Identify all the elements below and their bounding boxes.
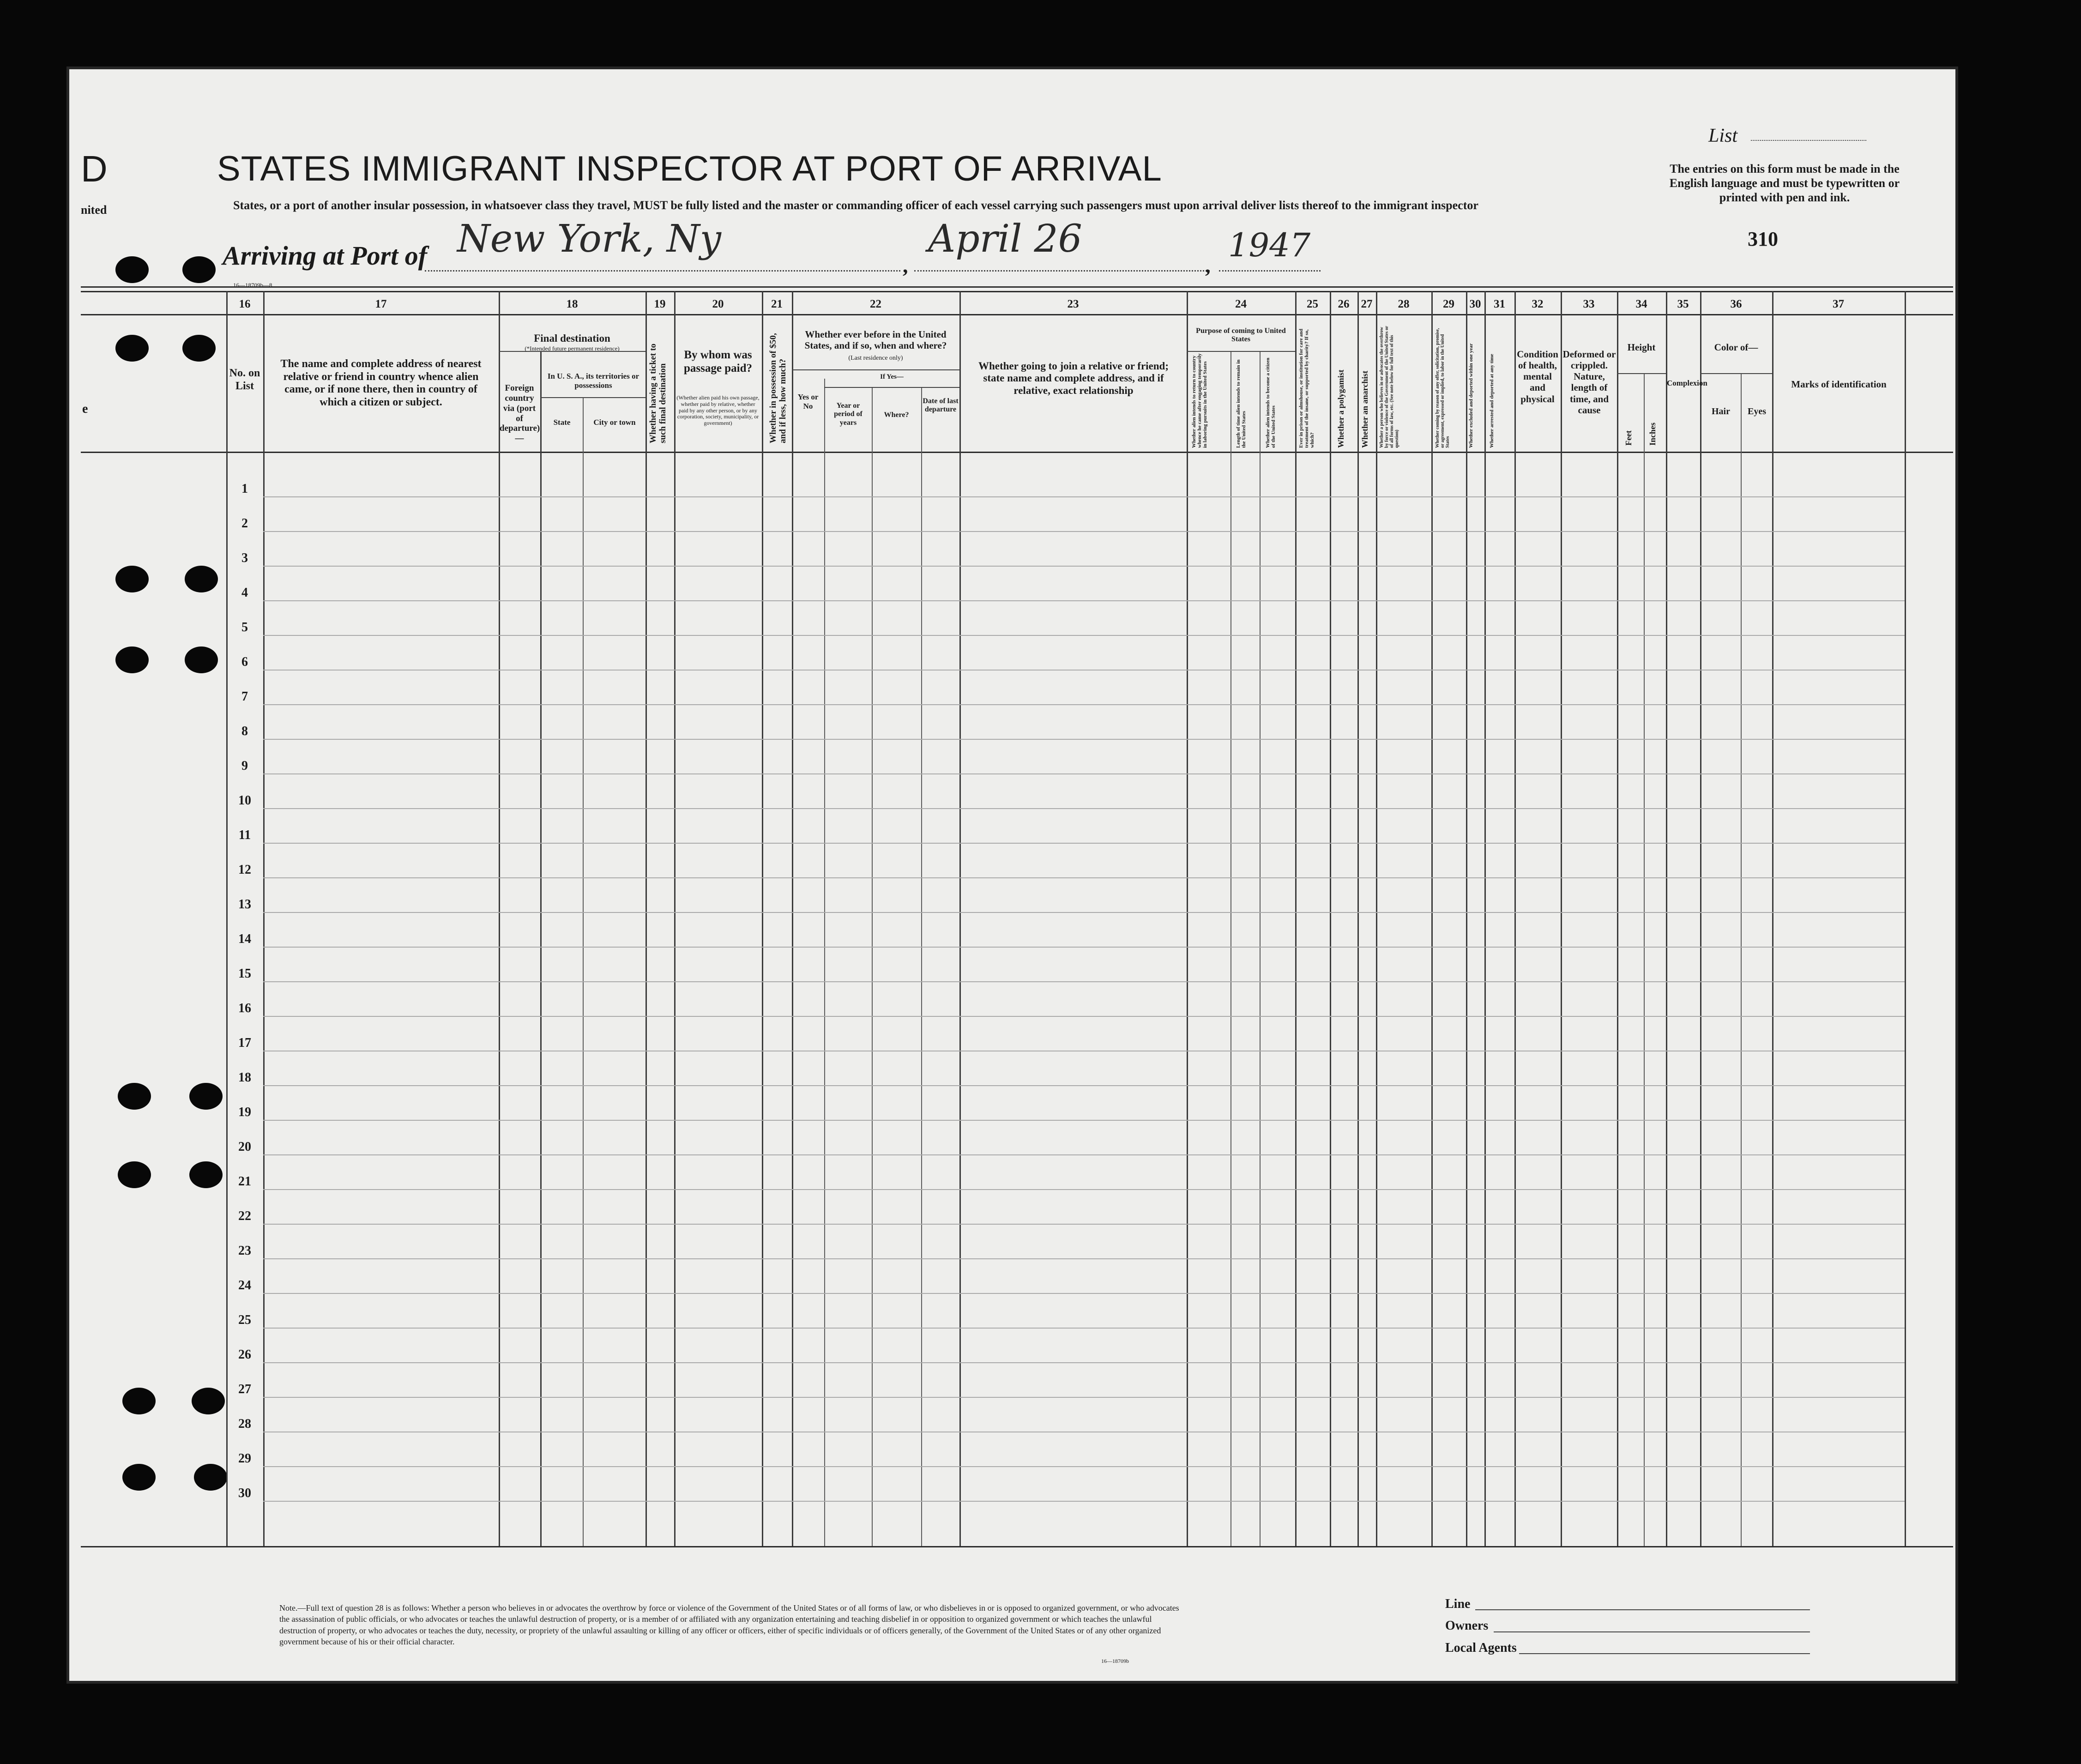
- header-nearest-relative: The name and complete address of nearest relative or friend in country whence alien came, or if none there, then in country of which a citizen or subject.: [280, 358, 482, 408]
- header-foreign-country: Foreign country via (port of departure)—: [500, 383, 540, 444]
- year-line: [1219, 270, 1321, 272]
- punch-hole: [115, 646, 149, 673]
- row-number: 26: [238, 1347, 251, 1362]
- column-number-17: 17: [375, 298, 387, 310]
- column-number-18: 18: [566, 298, 578, 310]
- form-code: 16—18709b—8: [233, 282, 272, 289]
- left-fragment-title: D: [81, 148, 108, 189]
- header-last-residence: (Last residence only): [848, 355, 903, 362]
- table-row: [263, 981, 1905, 982]
- row-number: 14: [238, 932, 251, 946]
- punch-hole: [194, 1464, 227, 1491]
- header-height: Height: [1627, 342, 1656, 353]
- header-join-relative: Whether going to join a relative or friend; state name and complete address, and if relative, exact relationship: [978, 360, 1169, 396]
- punch-hole: [192, 1388, 225, 1414]
- table-row: [263, 773, 1905, 774]
- table-row: [263, 1501, 1905, 1502]
- form-instructions: The entries on this form must be made in the English language and must be typewritten or printed with pen and ink.: [1669, 162, 1900, 205]
- table-row: [263, 912, 1905, 913]
- row-number: 8: [241, 724, 248, 738]
- row-number: 1: [241, 482, 248, 496]
- year-handwritten: 1947: [1228, 226, 1311, 264]
- header-ticket: Whether having a ticket to such final destination: [648, 343, 668, 443]
- footer-form-code: 16—18709b: [1101, 1658, 1129, 1664]
- table-row: [263, 1466, 1905, 1467]
- column-number-19: 19: [654, 298, 666, 310]
- page-title: STATES IMMIGRANT INSPECTOR AT PORT OF ARRIVAL: [217, 149, 1162, 188]
- row-number: 3: [241, 551, 248, 565]
- punch-hole: [189, 1083, 223, 1110]
- punch-hole: [115, 566, 149, 592]
- row-number: 16: [238, 1001, 251, 1015]
- header-state: State: [553, 418, 571, 427]
- header-no-on-list: No. on List: [229, 367, 260, 392]
- header-if-yes: If Yes—: [880, 373, 904, 381]
- table-row: [263, 1120, 1905, 1121]
- column-number-rule: [81, 314, 1953, 315]
- date-line: [914, 270, 1210, 272]
- row-number: 22: [238, 1209, 251, 1223]
- column-number-28: 28: [1398, 298, 1410, 310]
- header-complexion: Complexion: [1667, 379, 1707, 387]
- table-row: [263, 635, 1905, 636]
- header-eyes: Eyes: [1748, 406, 1766, 417]
- left-fragment-text: e: [82, 402, 88, 416]
- punch-hole: [122, 1464, 156, 1491]
- table-bottom-rule: [81, 1546, 1953, 1547]
- table-row: [263, 1328, 1905, 1329]
- header-passage-paid: By whom was passage paid?: [684, 349, 752, 375]
- header-possession-50: Whether in possession of $50, and if less, how much?: [768, 333, 788, 443]
- row-number: 15: [238, 967, 251, 981]
- port-handwritten: New York, Ny: [457, 217, 721, 261]
- table-row: [263, 1016, 1905, 1017]
- row-number: 30: [238, 1486, 251, 1500]
- page-subtitle: States, or a port of another insular possession, in whatsoever class they travel, MUST be fully listed and the master or commanding officer of each vessel carrying such passengers must upon arrival deliver lists thereof to the immigrant inspector: [233, 199, 1478, 212]
- header-color-of: Color of—: [1714, 342, 1758, 353]
- left-fragment-subtitle: nited: [81, 203, 107, 217]
- header-date-last-departure: Date of last departure: [923, 397, 959, 414]
- header-deformed: Deformed or crippled. Nature, length of time, and cause: [1562, 349, 1616, 416]
- column-number-24: 24: [1235, 298, 1247, 310]
- row-number: 10: [238, 793, 251, 808]
- punch-hole: [185, 646, 218, 673]
- punch-hole: [182, 256, 216, 283]
- column-number-29: 29: [1443, 298, 1454, 310]
- header-purpose-return: Whether alien intends to return to country whence he came after engaging temporarily in laboring pursuits in the United States: [1191, 353, 1208, 448]
- column-number-16: 16: [239, 298, 251, 310]
- header-arrested: Whether arrested and deported at any time: [1489, 354, 1495, 448]
- punch-hole: [189, 1161, 223, 1188]
- table-row: [263, 566, 1905, 567]
- column-number-20: 20: [712, 298, 724, 310]
- header-bottom-rule: [81, 452, 1953, 453]
- table-row: [263, 877, 1905, 878]
- header-city-or-town: City or town: [593, 418, 636, 427]
- row-number: 24: [238, 1278, 251, 1293]
- local-agents-label: Local Agents: [1445, 1641, 1517, 1655]
- column-number-37: 37: [1833, 298, 1844, 310]
- header-offer-labor: Whether coming by reason of any offer, solicitation, promise, or agreement, expressed or implied, to labor in the United States: [1435, 328, 1450, 448]
- column-number-25: 25: [1307, 298, 1318, 310]
- column-number-21: 21: [771, 298, 783, 310]
- row-number: 12: [238, 863, 251, 877]
- row-number: 25: [238, 1313, 251, 1327]
- row-number: 4: [241, 586, 248, 600]
- header-purpose-citizen: Whether alien intends to become a citizen of the United States: [1265, 357, 1277, 448]
- arriving-label: Arriving at Port of: [223, 241, 428, 271]
- local-agents-field: [1519, 1653, 1810, 1654]
- question-28-note: Note.—Full text of question 28 is as follows: Whether a person who believes in or advocates the overthrow by force or violence of the Government of the United States or of all forms of law, or who disbelieves in or is opposed to organized government, or who advocates the assassination of public officials, or who advocates or teaches the unlawful destruction of property, or is a member of or affiliated with any organization entertaining and teaching disbelief in or opposition to organized government or which teaches the unlawful destruction of property, or who advocates or teaches the duty, necessity, or propriety of the unlawful assaulting or killing of any officer or officers, either of specific individuals or of officers generally, of the Government of the United States or of any other organized government because of his or their official character.: [279, 1603, 1179, 1646]
- row-number: 23: [238, 1244, 251, 1258]
- header-ever-before-in-us: Whether ever before in the United States, and if so, when and where?: [804, 329, 947, 351]
- header-anarchist: Whether an anarchist: [1360, 370, 1369, 448]
- row-number: 27: [238, 1382, 251, 1396]
- column-number-34: 34: [1635, 298, 1647, 310]
- table-top-rule-inner: [81, 291, 1953, 292]
- table-row: [263, 1189, 1905, 1190]
- header-feet: Feet: [1624, 430, 1633, 446]
- line-label: Line: [1445, 1597, 1471, 1611]
- column-number-31: 31: [1494, 298, 1505, 310]
- header-final-destination: Final destination: [534, 332, 610, 344]
- header-hair: Hair: [1712, 406, 1730, 417]
- column-number-22: 22: [870, 298, 881, 310]
- row-number: 6: [241, 655, 248, 669]
- date-handwritten: April 26: [928, 217, 1082, 261]
- table-row: [263, 739, 1905, 740]
- header-polygamist: Whether a polygamist: [1336, 369, 1345, 448]
- row-number: 17: [238, 1036, 251, 1050]
- punch-hole: [115, 335, 149, 362]
- column-number-27: 27: [1361, 298, 1373, 310]
- column-number-32: 32: [1532, 298, 1544, 310]
- sheet-number: 310: [1748, 228, 1778, 250]
- row-number: 18: [238, 1070, 251, 1085]
- table-row: [263, 670, 1905, 671]
- owners-field: [1494, 1631, 1810, 1632]
- punch-hole: [185, 566, 218, 592]
- punch-hole: [118, 1083, 151, 1110]
- row-number: 2: [241, 516, 248, 531]
- list-label: List: [1708, 125, 1738, 146]
- table-row: [263, 1154, 1905, 1155]
- column-number-30: 30: [1469, 298, 1481, 310]
- table-row: [263, 808, 1905, 809]
- line-field: [1475, 1609, 1810, 1610]
- table-row: [263, 496, 1905, 497]
- table-row: [263, 704, 1905, 705]
- owners-label: Owners: [1445, 1619, 1489, 1633]
- header-year-or-period: Year or period of years: [834, 402, 863, 427]
- punch-hole: [122, 1388, 156, 1414]
- row-number: 5: [241, 620, 248, 634]
- row-number: 9: [241, 759, 248, 773]
- row-number: 13: [238, 897, 251, 912]
- punch-hole: [182, 335, 216, 362]
- manifest-sheet: [69, 69, 1955, 1681]
- table-row: [263, 1293, 1905, 1294]
- table-row: [263, 1397, 1905, 1398]
- table-row: [263, 1362, 1905, 1363]
- list-number-line: [1751, 140, 1866, 141]
- header-prison: Ever in prison or almshouse, or institution for care and treatment of the insane, or supported by charity? If so, which?: [1298, 328, 1315, 448]
- column-number-35: 35: [1677, 298, 1689, 310]
- column-number-23: 23: [1067, 298, 1079, 310]
- row-number: 7: [241, 689, 248, 704]
- header-where: Where?: [884, 411, 909, 419]
- header-inches: Inches: [1648, 422, 1657, 446]
- table-row: [263, 1258, 1905, 1259]
- table-row: [263, 600, 1905, 601]
- header-overthrow: Whether a person who believes in or advocates the overthrow by force or violence of the Government of the United States or of all forms of law, etc. (See note below for full text of this question): [1379, 326, 1399, 448]
- port-line: [425, 270, 900, 272]
- row-number: 19: [238, 1105, 251, 1119]
- table-top-rule: [81, 286, 1953, 288]
- header-yes-or-no: Yes or No: [797, 393, 819, 411]
- header-passage-paid-note: (Whether alien paid his own passage, whether paid by relative, whether paid by any other person, or by any corporation, society, municipality, or government): [676, 394, 760, 427]
- table-row: [263, 1085, 1905, 1086]
- row-number: 11: [238, 828, 251, 842]
- punch-hole: [118, 1161, 151, 1188]
- header-purpose: Purpose of coming to United States: [1196, 327, 1286, 344]
- row-number: 21: [238, 1174, 251, 1189]
- punch-hole: [115, 256, 149, 283]
- header-purpose-length: Length of time alien intends to remain in the United States: [1236, 359, 1247, 448]
- header-excluded: Whether excluded and deported within one year: [1468, 343, 1474, 448]
- table-row: [263, 947, 1905, 948]
- column-number-26: 26: [1338, 298, 1350, 310]
- row-number: 29: [238, 1451, 251, 1466]
- header-marks-identification: Marks of identification: [1791, 379, 1887, 390]
- table-row: [263, 1224, 1905, 1225]
- table-row: [263, 843, 1905, 844]
- header-condition-health: Condition of health, mental and physical: [1517, 349, 1558, 405]
- header-final-destination-note: (*Intended future permanent residence): [525, 345, 620, 352]
- table-row: [263, 531, 1905, 532]
- header-in-usa: In U. S. A., its territories or possessions: [547, 372, 639, 390]
- row-number: 28: [238, 1417, 251, 1431]
- row-number: 20: [238, 1140, 251, 1154]
- column-number-33: 33: [1583, 298, 1595, 310]
- column-number-36: 36: [1730, 298, 1742, 310]
